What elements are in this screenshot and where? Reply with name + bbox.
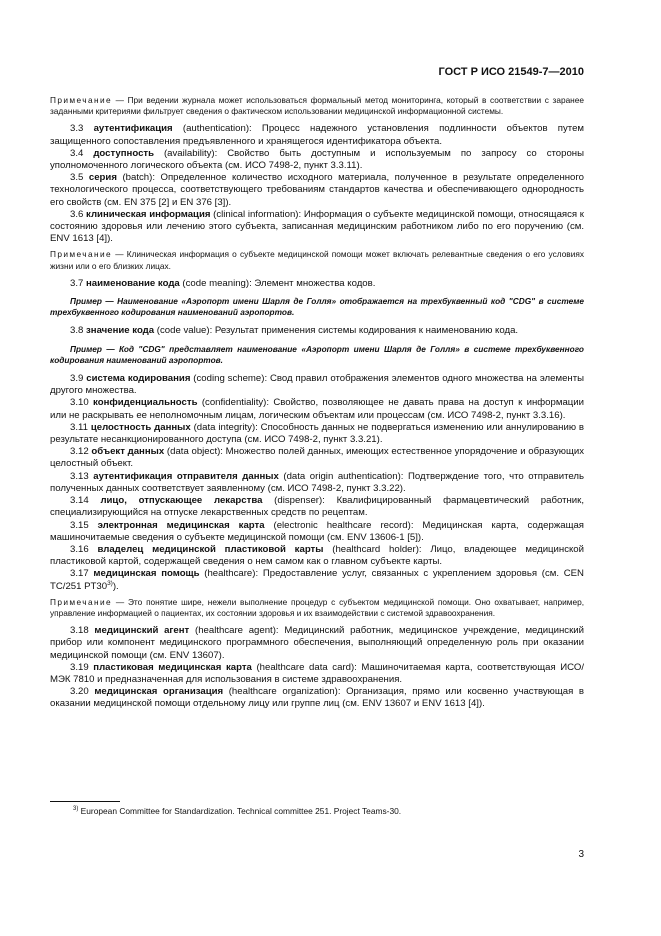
term-name: лицо, отпускающее лекарства: [100, 495, 263, 507]
term-3-11: [50, 422, 584, 446]
term-name: наименование кода: [86, 277, 180, 289]
footnote: [73, 806, 401, 816]
document-body: [50, 91, 584, 711]
note-healthcare: [50, 597, 584, 619]
term-name: медицинский агент: [94, 625, 190, 637]
note-clinical: [50, 249, 584, 271]
term-name: объект данных: [91, 446, 165, 458]
term-3-15: [50, 520, 584, 544]
term-number: 3.6: [70, 208, 84, 220]
term-name: серия: [88, 172, 117, 184]
term-name: аутентификация отправителя данных: [93, 470, 279, 482]
term-name: клиническая информация: [86, 208, 211, 220]
term-3-10: [50, 397, 584, 421]
term-number: 3.10: [70, 397, 89, 409]
footnote-text: European Committee for Standardization. Technical committee 251. Project Teams-30.: [78, 806, 402, 816]
example-code-value: Пример — Код "CDG" представляет наименование «Аэропорт имени Шарля де Голля» в системе трехбуквенного кодирования наименований аэропортов.: [50, 343, 584, 365]
term-3-13: [50, 471, 584, 495]
term-number: 3.13: [70, 470, 89, 482]
term-definition: (availability): Свойство быть доступным и используемым по запросу со стороны уполномоченного логического объекта (см. ИСО 7498-2, пункт 3.3.11).: [50, 147, 584, 172]
term-number: 3.3: [70, 123, 84, 135]
term-number: 3.16: [70, 543, 89, 555]
term-3-16: [50, 544, 584, 568]
term-3-9: [50, 373, 584, 397]
term-number: 3.5: [70, 172, 84, 184]
term-definition: (data object): Множество полей данных, имеющих естественное упорядочение и образующих целостный объект.: [50, 446, 584, 470]
note-label: Примечание: [50, 249, 113, 260]
term-number: 3.7: [70, 277, 84, 289]
term-name: пластиковая медицинская карта: [93, 661, 252, 673]
term-name: значение кода: [86, 325, 155, 337]
term-definition: (data integrity): Способность данных не подвергаться изменению или аннулированию в результате несанкционированного доступа (см. ИСО 7498-2, пункт 3.3.21).: [50, 421, 584, 446]
term-definition: (batch): Определенное количество исходного материала, полученное в результате определенного технологического процесса, соответствующего требованиям стандартов качества и обеспечивающего однородность его свойств (см. EN 375 [2] и EN 376 [3]).: [50, 172, 584, 208]
term-name: целостность данных: [90, 421, 191, 433]
term-3-12: [50, 446, 584, 470]
term-definition: (code value): Результат применения системы кодирования к наименованию кода.: [154, 325, 519, 337]
term-3-6: [50, 209, 584, 246]
footnote-reference: 3): [107, 579, 113, 587]
term-name: аутентификация: [93, 123, 173, 135]
term-definition: (coding scheme): Свод правил отображения элементов одного множества на элементы другого множества.: [50, 373, 584, 397]
term-number: 3.19: [70, 661, 89, 673]
term-3-17: [50, 568, 584, 592]
term-3-5: [50, 172, 584, 209]
term-number: 3.4: [70, 147, 84, 159]
footnote-divider: [50, 801, 120, 802]
note-text: — Клиническая информация о субъекте медицинской помощи может включать релевантные сведения о его условиях жизни или о его близких лицах.: [50, 249, 584, 271]
term-name: электронная медицинская карта: [97, 519, 265, 531]
term-number: 3.20: [70, 686, 89, 698]
term-definition: (healthcare agent): Медицинский работник, медицинское учреждение, медицинский прибор или компонент медицинского программного обеспечения, выполняющий определенную роль при оказании медицинской помощи (см. ENV 13607).: [50, 625, 584, 661]
term-name: владелец медицинской пластиковой карты: [97, 543, 324, 555]
term-3-18: [50, 625, 584, 662]
note-text: — Это понятие шире, нежели выполнение процедур с субъектом медицинской помощи. Оно охватывает, например, управление информацией о пациентах, их состоянии здоровья и их взаимодействии с системой здравоохранения.: [50, 596, 584, 618]
note-text: — При ведении журнала может использоваться формальный метод мониторинга, который в соответствии с заранее заданными критериями фильтрует сведения о фактическом использовании медицинской информационной системы.: [50, 95, 584, 117]
term-definition: (confidentiality): Свойство, позволяющее не давать права на доступ к информации или не раскрывать ее неполномочным лицам, логическим объектам или процессам (см. ИСО 7498-2, пункт 3.3.16).: [50, 397, 584, 421]
term-name: медицинская помощь: [93, 568, 200, 580]
term-number: 3.11: [70, 421, 88, 433]
page-number: 3: [578, 849, 584, 860]
term-number: 3.14: [70, 495, 89, 507]
term-definition: (data origin authentication): Подтверждение того, что отправитель полученных данных соответствует заявленному (см. ИСО 7498-2, пункт 3.3.22).: [50, 470, 584, 494]
document-code: ГОСТ Р ИСО 21549-7—2010: [438, 66, 584, 78]
term-definition: (healthcare data card): Машиночитаемая карта, соответствующая ИСО/МЭК 7810 и предназначенная для использования в системе здравоохранения.: [50, 661, 584, 685]
note-label: Примечание: [50, 596, 113, 607]
term-number: 3.8: [70, 325, 84, 337]
term-number: 3.18: [70, 625, 89, 637]
term-name: доступность: [93, 147, 154, 159]
term-definition: (authentication): Процесс надежного установления подлинности объектов путем защищенного сопоставления предъявленного и хранящегося идентификатора объекта.: [50, 123, 584, 147]
term-number: 3.15: [70, 519, 89, 531]
term-3-8: [50, 325, 584, 337]
term-3-20: [50, 686, 584, 710]
term-3-4: [50, 148, 584, 172]
footnote-mark: 3): [73, 806, 79, 813]
term-definition-tail: ).: [112, 580, 119, 592]
term-definition: (healthcare): Предоставление услуг, связанных с укреплением здоровья (см. CEN TC/251 PT30: [50, 568, 584, 592]
term-definition: (healthcard holder): Лицо, владеющее медицинской пластиковой картой, содержащей сведения о нем самом как о главном субъекте карты.: [50, 543, 584, 568]
term-number: 3.12: [70, 446, 89, 458]
term-definition: (dispenser): Квалифицированный фармацевтический работник, специализирующийся на отпуске лекарственных средств по рецептам.: [50, 495, 584, 519]
term-definition: (healthcare organization): Организация, прямо или косвенно участвующая в оказании медицинской помощи отдельному лицу или группе лиц (см. ENV 13607 и ENV 1613 [4]).: [50, 686, 584, 710]
term-name: медицинская организация: [94, 686, 224, 698]
term-3-3: [50, 123, 584, 147]
term-definition: (clinical information): Информация о субъекте медицинской помощи, относящаяся к состоянию здоровья или лечению этого субъекта, записанная медицинским работником либо по его поручению (см. ENV 1613 [4]).: [50, 208, 584, 245]
term-3-19: [50, 662, 584, 686]
term-definition: (electronic healthcare record): Медицинская карта, содержащая машиночитаемые сведения о субъекте медицинской помощи (см. ENV 13606-1 [5]).: [50, 519, 584, 543]
note-label: Примечание: [50, 95, 113, 105]
term-3-7: [50, 278, 584, 290]
term-number: 3.17: [70, 568, 89, 580]
example-code-meaning: Пример — Наименование «Аэропорт имени Шарля де Голля» отображается на трехбуквенный код "CDG" в системе трехбуквенного кодирования наименований аэропортов.: [50, 296, 584, 318]
note-journal: [50, 95, 584, 117]
term-3-14: [50, 495, 584, 519]
term-name: конфиденциальность: [93, 397, 198, 409]
term-name: система кодирования: [86, 373, 191, 385]
term-number: 3.9: [70, 373, 84, 385]
term-definition: (code meaning): Элемент множества кодов.: [179, 277, 376, 289]
